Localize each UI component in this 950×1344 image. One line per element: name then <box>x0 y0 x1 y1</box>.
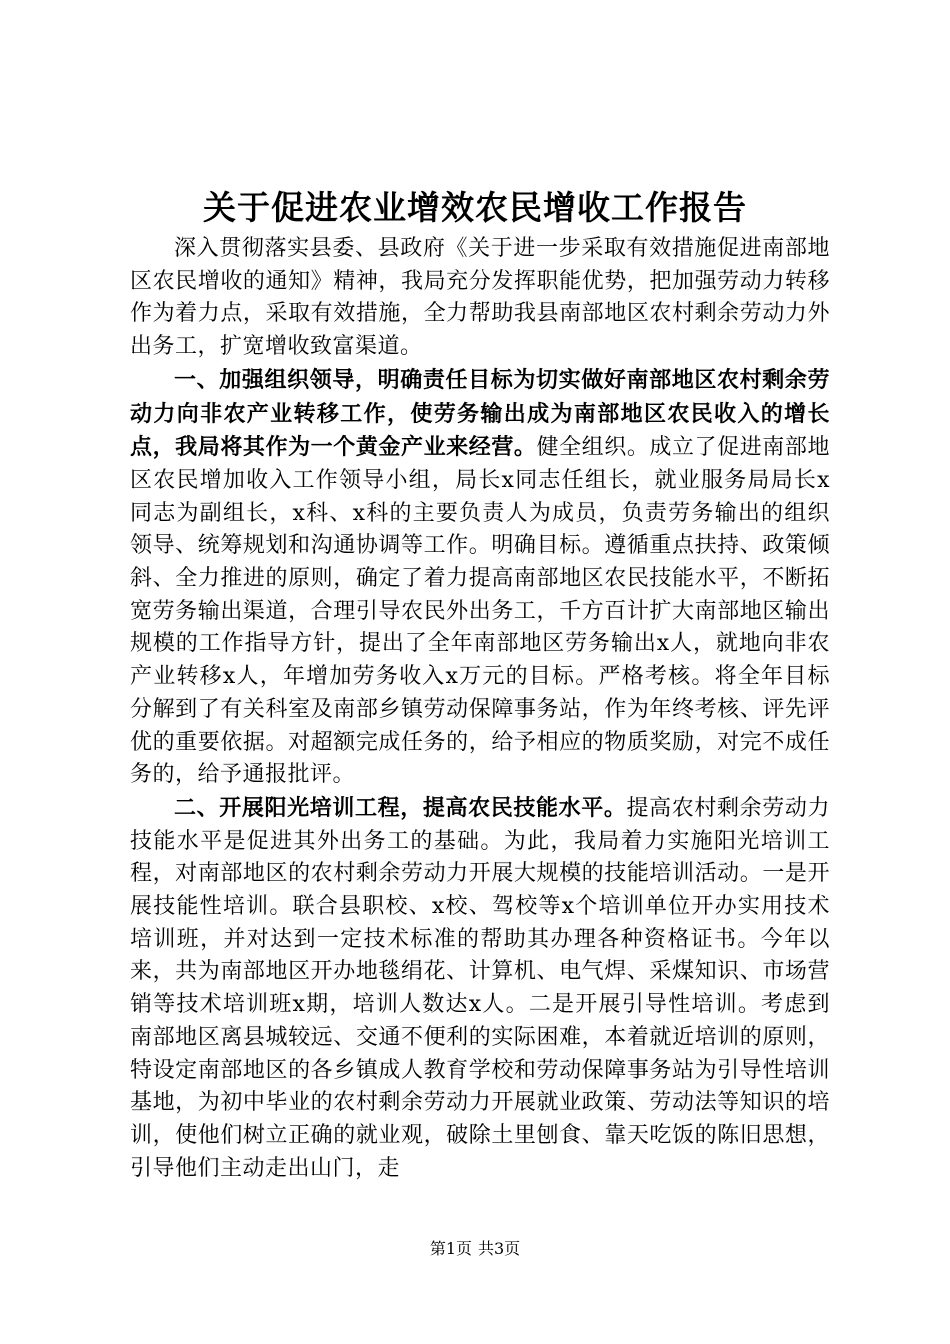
document-title: 关于促进农业增效农民增收工作报告 <box>203 188 747 227</box>
paragraph-intro-text: 深入贯彻落实县委、县政府《关于进一步采取有效措施促进南部地区农民增收的通知》精神，我局充分发挥职能优势，把加强劳动力转移作为着力点，采取有效措施，全力帮助我县南部地区农村剩余劳动力外出务工，扩宽增收致富渠道。 <box>130 236 830 360</box>
document-body <box>130 233 830 1185</box>
paragraph-intro <box>130 233 830 364</box>
section-2-text: 提高农村剩余劳动力技能水平是促进其外出务工的基础。为此，我局着力实施阳光培训工程，对南部地区的农村剩余劳动力开展大规模的技能培训活动。一是开展技能性培训。联合县职校、x校、驾校等x个培训单位开办实用技术培训班，并对达到一定技术标准的帮助其办理各种资格证书。今年以来，共为南部地区开办地毯绢花、计算机、电气焊、采煤知识、市场营销等技术培训班x期，培训人数达x人。二是开展引导性培训。考虑到南部地区离县城较远、交通不便利的实际困难，本着就近培训的原则，特设定南部地区的各乡镇成人教育学校和劳动保障事务站为引导性培训基地，为初中毕业的农村剩余劳动力开展就业政策、劳动法等知识的培训，使他们树立正确的就业观，破除土里刨食、靠天吃饭的陈旧思想，引导他们主动走出山门，走 <box>130 795 830 1181</box>
paragraph-section-2 <box>130 792 830 1185</box>
page-footer <box>0 1238 950 1260</box>
paragraph-section-1 <box>130 364 830 792</box>
section-2-heading: 二、开展阳光培训工程，提高农民技能水平。 <box>174 794 627 821</box>
page-total: 共3页 <box>478 1239 521 1258</box>
page-number: 第1页 <box>429 1239 472 1258</box>
section-1-text: 健全组织。成立了促进南部地区农民增加收入工作领导小组，局长x同志任组长，就业服务局局长x同志为副组长，x科、x科的主要负责人为成员，负责劳务输出的组织领导、统筹规划和沟通协调等工作。明确目标。遵循重点扶持、政策倾斜、全力推进的原则，确定了着力提高南部地区农民技能水平，不断拓宽劳务输出渠道，合理引导农民外出务工，千方百计扩大南部地区输出规模的工作指导方针，提出了全年南部地区劳务输出x人，就地向非农产业转移x人，年增加劳务收入x万元的目标。严格考核。将全年目标分解到了有关科室及南部乡镇劳动保障事务站，作为年终考核、评先评优的重要依据。对超额完成任务的，给予相应的物质奖励，对完不成任务的，给予通报批评。 <box>130 435 830 788</box>
section-1-heading: 一、加强组织领导，明确责任目标为切实做好南部地区农村剩余劳动力向非农产业转移工作，使劳务输出成为南部地区农民收入的增长点，我局将其作为一个黄金产业来经营。 <box>130 366 830 461</box>
